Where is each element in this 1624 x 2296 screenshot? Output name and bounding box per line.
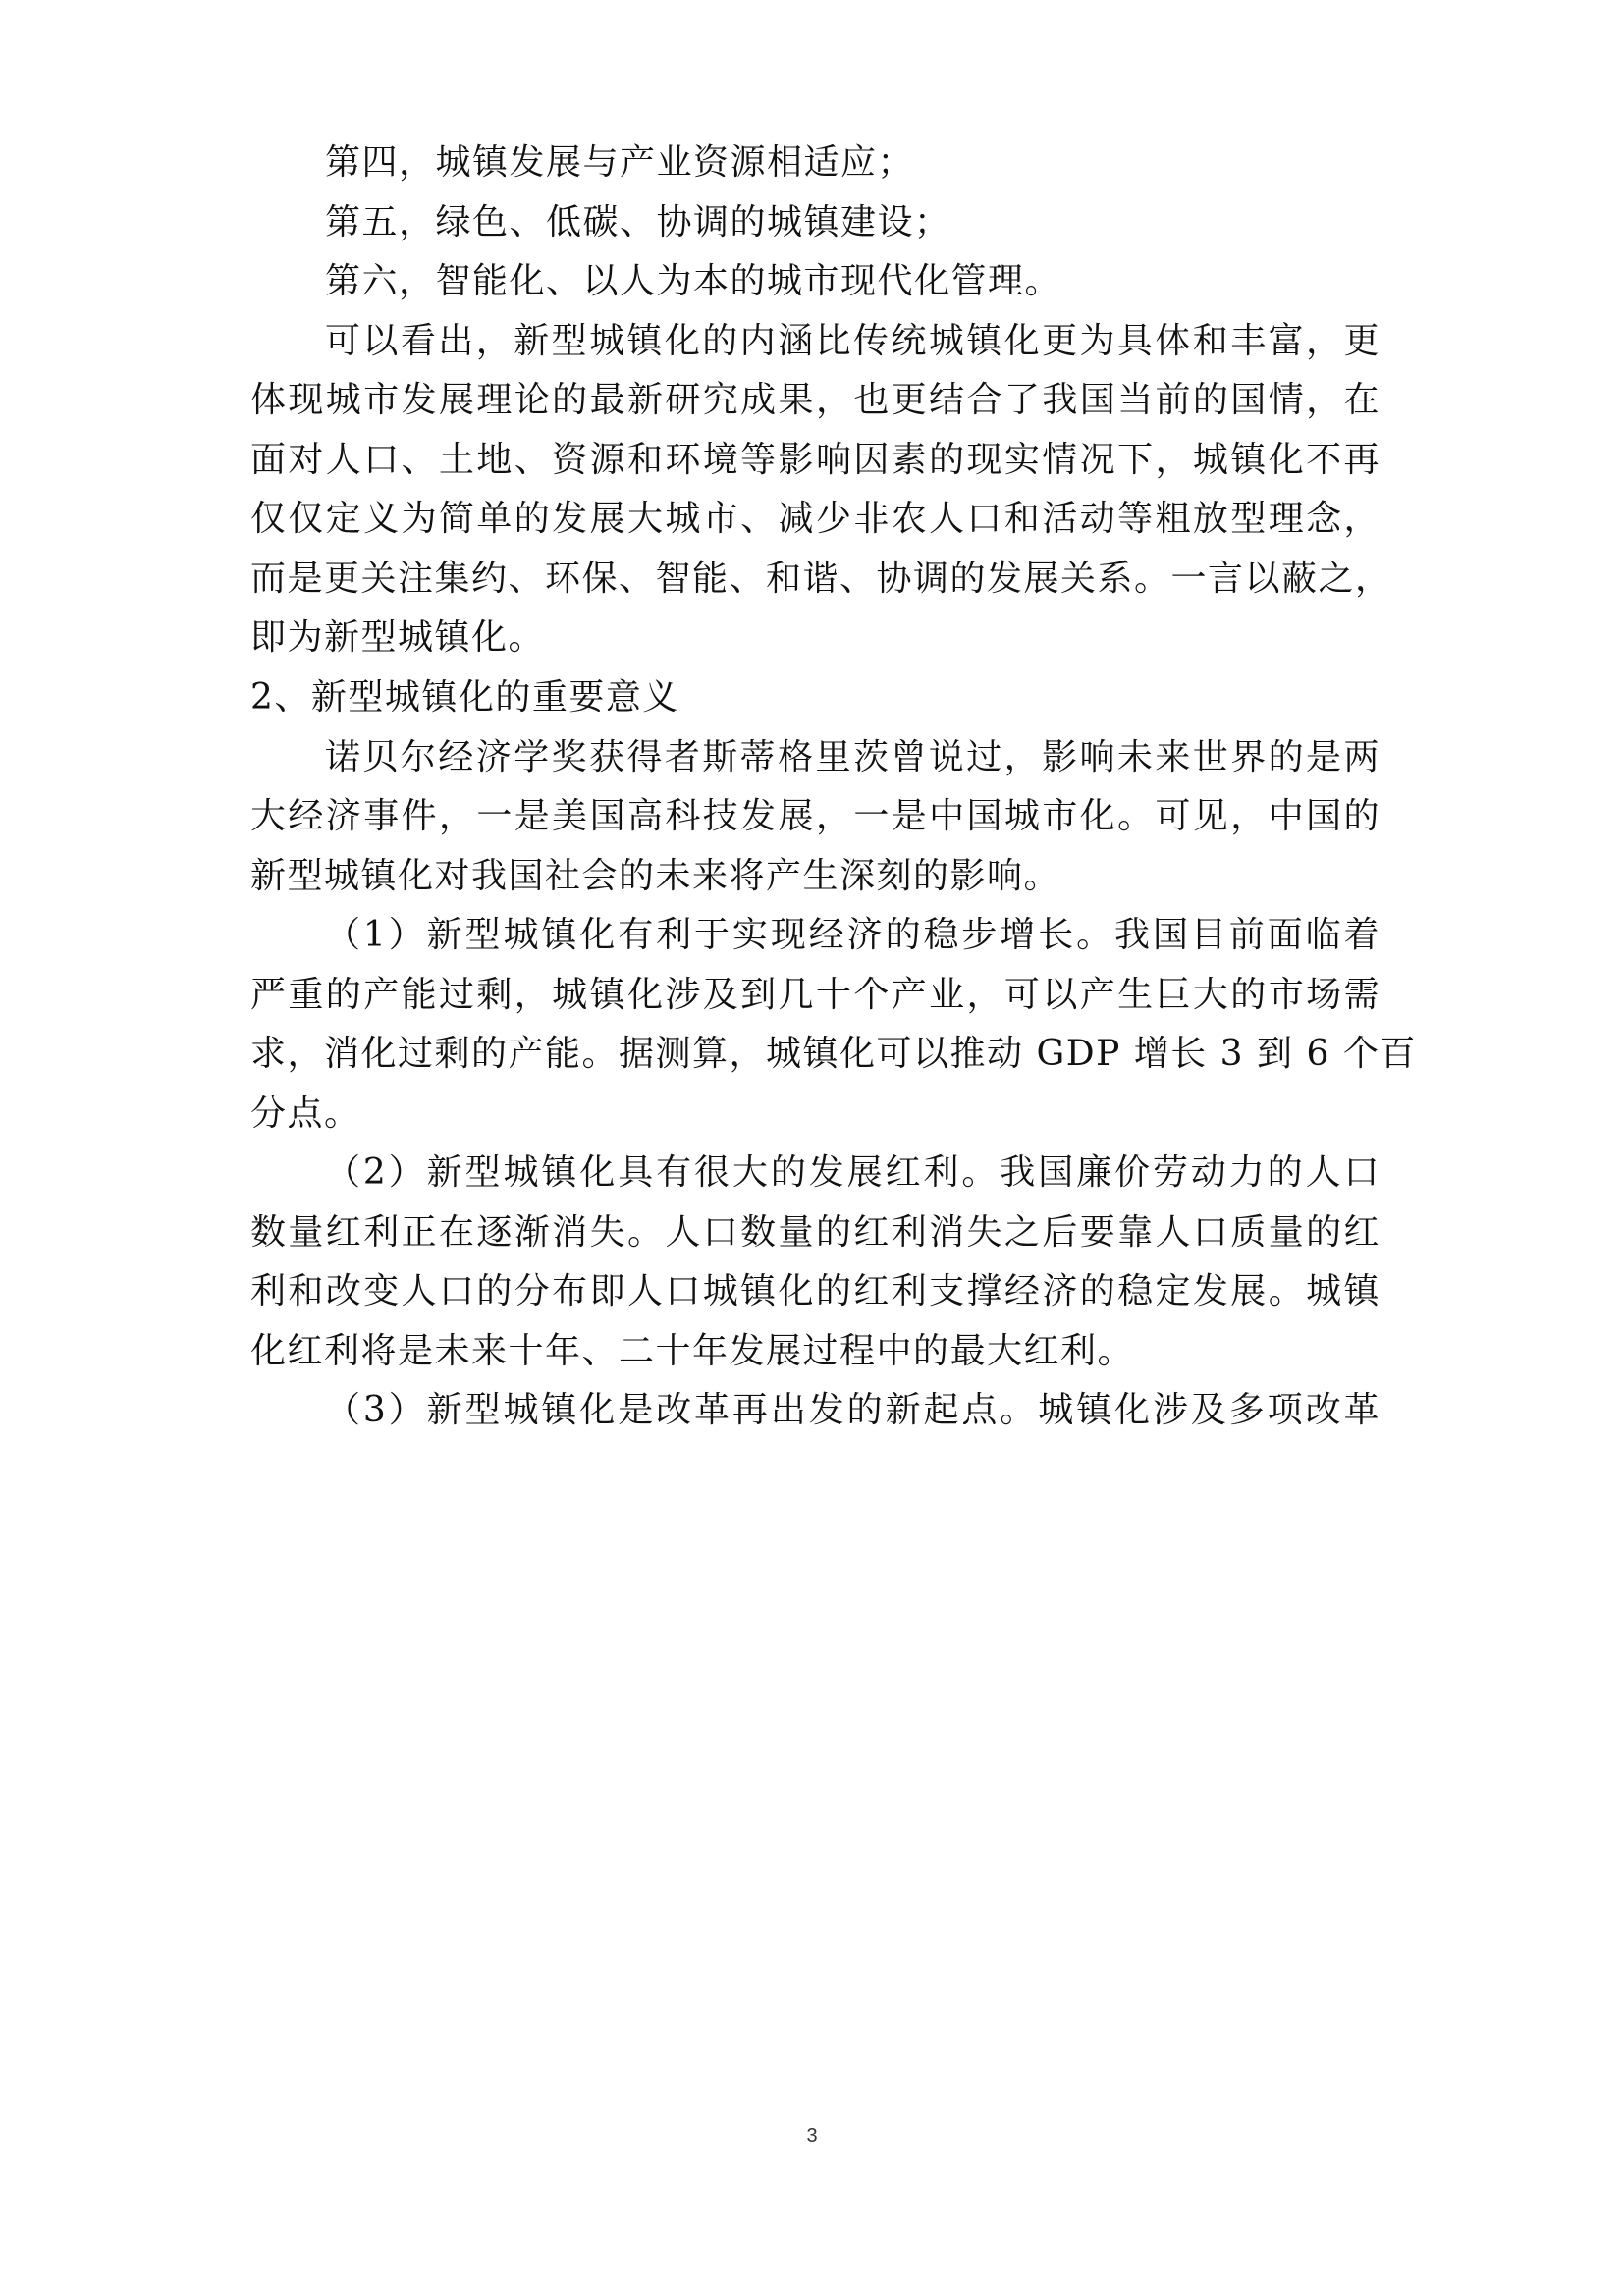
paragraph-line: 而是更关注集约、环保、智能、和谐、协调的发展关系。一言以蔽之， bbox=[250, 559, 1392, 599]
page-number: 3 bbox=[806, 2125, 818, 2147]
paragraph-line: 即为新型城镇化。 bbox=[250, 617, 546, 658]
paragraph-line: 化红利将是未来十年、二十年发展过程中的最大红利。 bbox=[250, 1331, 1135, 1371]
paragraph-line: 严重的产能过剩，城镇化涉及到几十个产业，可以产生巨大的市场需 bbox=[250, 975, 1380, 1015]
paragraph-line: 分点。 bbox=[250, 1094, 361, 1134]
paragraph-line: 大经济事件，一是美国高科技发展，一是中国城市化。可见，中国的 bbox=[250, 796, 1380, 836]
paragraph-line: 体现城市发展理论的最新研究成果，也更结合了我国当前的国情，在 bbox=[250, 380, 1380, 420]
paragraph-line: （3）新型城镇化是改革再出发的新起点。城镇化涉及多项改革 bbox=[325, 1390, 1380, 1430]
paragraph-line: （2）新型城镇化具有很大的发展红利。我国廉价劳动力的人口 bbox=[325, 1152, 1380, 1193]
paragraph-line: 求，消化过剩的产能。据测算，城镇化可以推动 GDP 增长 3 到 6 个百 bbox=[250, 1034, 1417, 1074]
paragraph-line: 面对人口、土地、资源和环境等影响因素的现实情况下，城镇化不再 bbox=[250, 440, 1380, 480]
section-heading: 2、新型城镇化的重要意义 bbox=[250, 677, 679, 718]
paragraph-line: 诺贝尔经济学奖获得者斯蒂格里茨曾说过，影响未来世界的是两 bbox=[325, 737, 1380, 777]
list-item-fifth: 第五，绿色、低碳、协调的城镇建设； bbox=[325, 202, 951, 242]
paragraph-line: 可以看出，新型城镇化的内涵比传统城镇化更为具体和丰富，更 bbox=[325, 321, 1380, 361]
list-item-fourth: 第四，城镇发展与产业资源相适应； bbox=[325, 142, 915, 183]
paragraph-line: （1）新型城镇化有利于实现经济的稳步增长。我国目前面临着 bbox=[325, 915, 1380, 955]
list-item-sixth: 第六，智能化、以人为本的城市现代化管理。 bbox=[325, 261, 1062, 301]
paragraph-line: 新型城镇化对我国社会的未来将产生深刻的影响。 bbox=[250, 856, 1061, 896]
paragraph-line: 利和改变人口的分布即人口城镇化的红利支撑经济的稳定发展。城镇 bbox=[250, 1271, 1380, 1311]
paragraph-line: 仅仅定义为简单的发展大城市、减少非农人口和活动等粗放型理念， bbox=[250, 499, 1380, 539]
paragraph-line: 数量红利正在逐渐消失。人口数量的红利消失之后要靠人口质量的红 bbox=[250, 1212, 1380, 1253]
